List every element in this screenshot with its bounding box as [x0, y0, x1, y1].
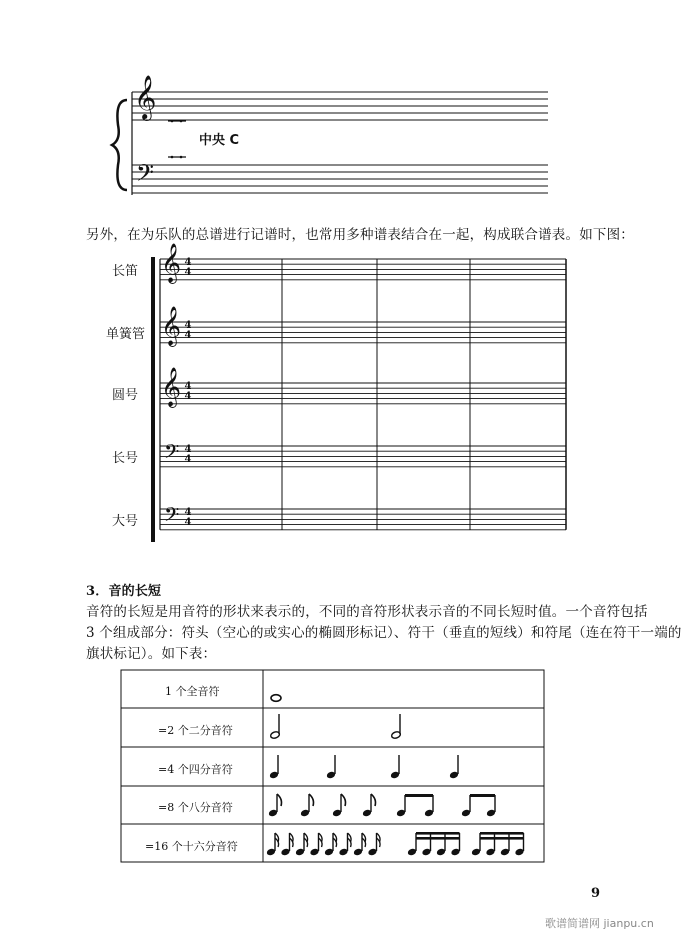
- paragraph-line-3: 旗状标记）。如下表：: [86, 646, 217, 662]
- half-note-icon: [270, 714, 281, 739]
- sixteenth-note-icon: [309, 833, 322, 856]
- bass-clef-icon: 𝄢: [164, 503, 180, 531]
- quarter-note-icon: [269, 755, 279, 779]
- half-note-icon: [391, 714, 402, 739]
- table-row-label-eighth: =8 个八分音符: [158, 801, 233, 814]
- time-signature: 4 4: [184, 444, 192, 465]
- paragraph-line-1: 音符的长短是用音符的形状来表示的，不同的音符形状表示音的不同长短时值。一个音符包括: [86, 604, 648, 620]
- instrument-label: 圆号: [112, 388, 139, 403]
- treble-clef-icon: 𝄞: [161, 367, 182, 407]
- bass-clef-icon: 𝄢: [164, 440, 180, 468]
- beamed-eighth-notes-icon: [396, 794, 434, 817]
- watermark: 歌谱简谱网 jianpu.cn: [545, 917, 654, 930]
- eighth-note-icon: [362, 794, 376, 817]
- sixteenth-note-icon: [295, 833, 308, 856]
- page-number: 9: [591, 886, 601, 901]
- paragraph-line-2: 3 个组成部分：符头（空心的或实心的椭圆形标记）、符干（垂直的短线）和符尾（连在符干一端的: [86, 625, 682, 641]
- sixteenth-note-icon: [324, 833, 337, 856]
- beamed-eighth-notes-icon: [461, 794, 496, 817]
- instrument-label: 单簧管: [106, 327, 146, 342]
- instrument-label: 长笛: [112, 264, 139, 279]
- intro-text: 另外，在为乐队的总谱进行记谱时，也常用多种谱表结合在一起，构成联合谱表。如下图：: [86, 227, 634, 243]
- beamed-sixteenth-notes-icon: [471, 832, 525, 856]
- sixteenth-note-icon: [353, 833, 366, 856]
- sixteenth-note-icon: [367, 833, 380, 856]
- sixteenth-note-icon: [338, 833, 351, 856]
- table-row-label-quarter: =4 个四分音符: [158, 763, 233, 776]
- instrument-label: 长号: [112, 451, 139, 466]
- section-heading: 3．音的长短: [86, 584, 162, 599]
- eighth-note-icon: [332, 794, 346, 817]
- quarter-note-icon: [449, 755, 459, 779]
- whole-note-icon: [271, 695, 281, 702]
- time-signature: 4 4: [184, 381, 192, 402]
- treble-clef-icon: 𝄞: [161, 243, 182, 283]
- table-row-label-half: =2 个二分音符: [158, 724, 233, 737]
- middle-c-label: 中央 C: [199, 133, 240, 148]
- time-signature: 4 4: [184, 257, 192, 278]
- treble-clef-icon: 𝄞: [134, 75, 157, 119]
- sixteenth-note-icon: [266, 833, 279, 856]
- instrument-label: 大号: [112, 514, 139, 529]
- table-row-label-whole: 1 个全音符: [165, 685, 220, 698]
- time-signature: 4 4: [184, 507, 192, 528]
- time-signature: 4 4: [184, 320, 192, 341]
- table-row-label-sixteenth: =16 个十六分音符: [145, 840, 238, 853]
- eighth-note-icon: [268, 794, 282, 817]
- beamed-sixteenth-notes-icon: [407, 832, 461, 856]
- eighth-note-icon: [300, 794, 314, 817]
- treble-clef-icon: 𝄞: [161, 306, 182, 346]
- quarter-note-icon: [390, 755, 400, 779]
- sixteenth-note-icon: [280, 833, 293, 856]
- quarter-note-icon: [326, 755, 336, 779]
- bass-clef-icon: 𝄢: [136, 159, 155, 192]
